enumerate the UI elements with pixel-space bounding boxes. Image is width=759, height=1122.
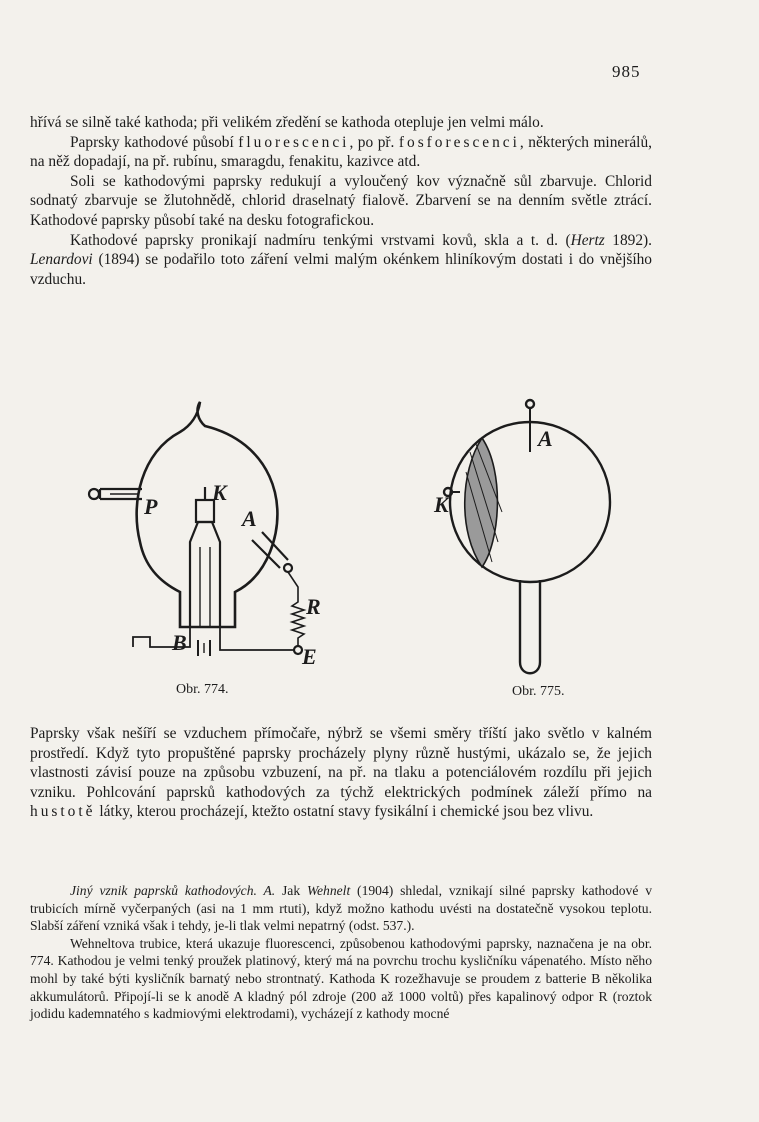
fig774-label-b: B [172, 630, 187, 655]
small-print-block [30, 882, 652, 1023]
paragraph-5 [30, 724, 652, 822]
caption-figure-774: Obr. 774. [176, 682, 229, 697]
figure-774-tube-diagram [89, 402, 304, 656]
fig774-label-p: P [144, 494, 158, 519]
p4-mid: 1892). [604, 231, 653, 249]
paragraph-1: hřívá se silně také kathoda; při velikém zředění se kathoda otepluje jen velmi málo. [30, 114, 544, 131]
figure-775-tube-diagram [444, 400, 610, 673]
term-phosphorescence: fosforescenci [398, 133, 520, 151]
term-fluorescence: fluorescenci [238, 133, 350, 151]
p4-end: (1894) se podařilo toto záření velmi malým okénkem hliníkovým dostati i do vnějšího vzduchu. [30, 251, 652, 288]
paragraph-4 [30, 231, 652, 290]
section-heading: Jiný vznik paprsků kathodových. A. [70, 883, 276, 898]
name-lenard: Lenardovi [30, 251, 93, 269]
page-number: 985 [612, 62, 641, 81]
fig774-label-a: A [242, 506, 257, 531]
fig774-label-r: R [306, 594, 321, 619]
p2-end: , některých minerálů, na něž dopadají, na př. rubínu, smaragdu, fenakitu, kazivce atd. [30, 133, 652, 171]
paragraph-3: Soli se kathodovými paprsky redukují a vyloučený kov význačně sůl zbarvuje. Chlorid sodnatý zbarvuje se žlutohnědě, chlorid draselnatý fialově. Zbarvení se na denním světle ztrácí. Kathodové paprsky působí také na desku fotografickou. [30, 172, 652, 229]
fig774-label-e: E [302, 644, 317, 669]
p5-end: látky, kterou procházejí, ktežto ostatní stavy fysikální i chemické jsou bez vlivu. [95, 803, 594, 821]
s1-end: (1904) shledal, vznikají silné paprsky kathodové v trubicích mírně vyčerpaných (asi na 1 mm rtuti), když možno kathodu uvésti na dostatečně vysokou teplotu. Slabší záření vzniká však i tehdy, je-li tlak velmi nepatrný (odst. 537.). [30, 883, 653, 934]
p5-start: Paprsky však nešíří se vzduchem přímočaře, nýbrž se všemi směry tříští jako světlo v kalném prostředí. Když tyto propuštěné paprsky procházely plyny různě hustými, ukázalo se, že jejich vlastnosti závisí pouze na způsobu vzbuzení, na př. na tlaku a potenciálovém rozdílu při jejich vzniku. Pohlcování paprsků kathodových za týchž elektrických podmínek záleží přímo na [30, 725, 652, 801]
fig774-label-k: K [212, 480, 227, 505]
p4-start: Kathodové paprsky pronikají nadmíru tenkými vrstvami kovů, skla a t. d. ( [70, 231, 571, 249]
name-hertz: Hertz [570, 231, 605, 249]
fig775-label-a: A [538, 426, 553, 451]
s1-mid: Jak [275, 883, 307, 898]
figures-illustration [30, 392, 670, 722]
paragraph-2 [30, 133, 652, 172]
small-paragraph-2: Wehneltova trubice, která ukazuje fluorescenci, způsobenou kathodovými paprsky, naznačena je na obr. 774. Kathodou je velmi tenký proužek platinový, který má na povrchu trochu kysličníku vápenatého. Místo něho mohl by také býti kysličník barnatý nebo strontnatý. Kathoda K rozežhavuje se proudem z batterie B několika akkumulátorů. Připojí-li se k anodě A kladný pól zdroje (200 až 1000 voltů) přes kapalinový odpor R (roztok jodidu kademnatého s kadmiovými elektrodami), vycházejí z kathody mocné [30, 935, 652, 1022]
caption-figure-775: Obr. 775. [512, 684, 565, 699]
fig775-label-k: K [434, 492, 449, 517]
p2-mid: , po př. [349, 133, 399, 151]
p2-start: Paprsky kathodové působí [70, 133, 239, 151]
name-wehnelt: Wehnelt [306, 883, 351, 898]
middle-text-block [30, 724, 652, 822]
term-density: hustotě [30, 803, 96, 821]
small-paragraph-1 [30, 882, 652, 935]
top-text-block [30, 113, 652, 289]
